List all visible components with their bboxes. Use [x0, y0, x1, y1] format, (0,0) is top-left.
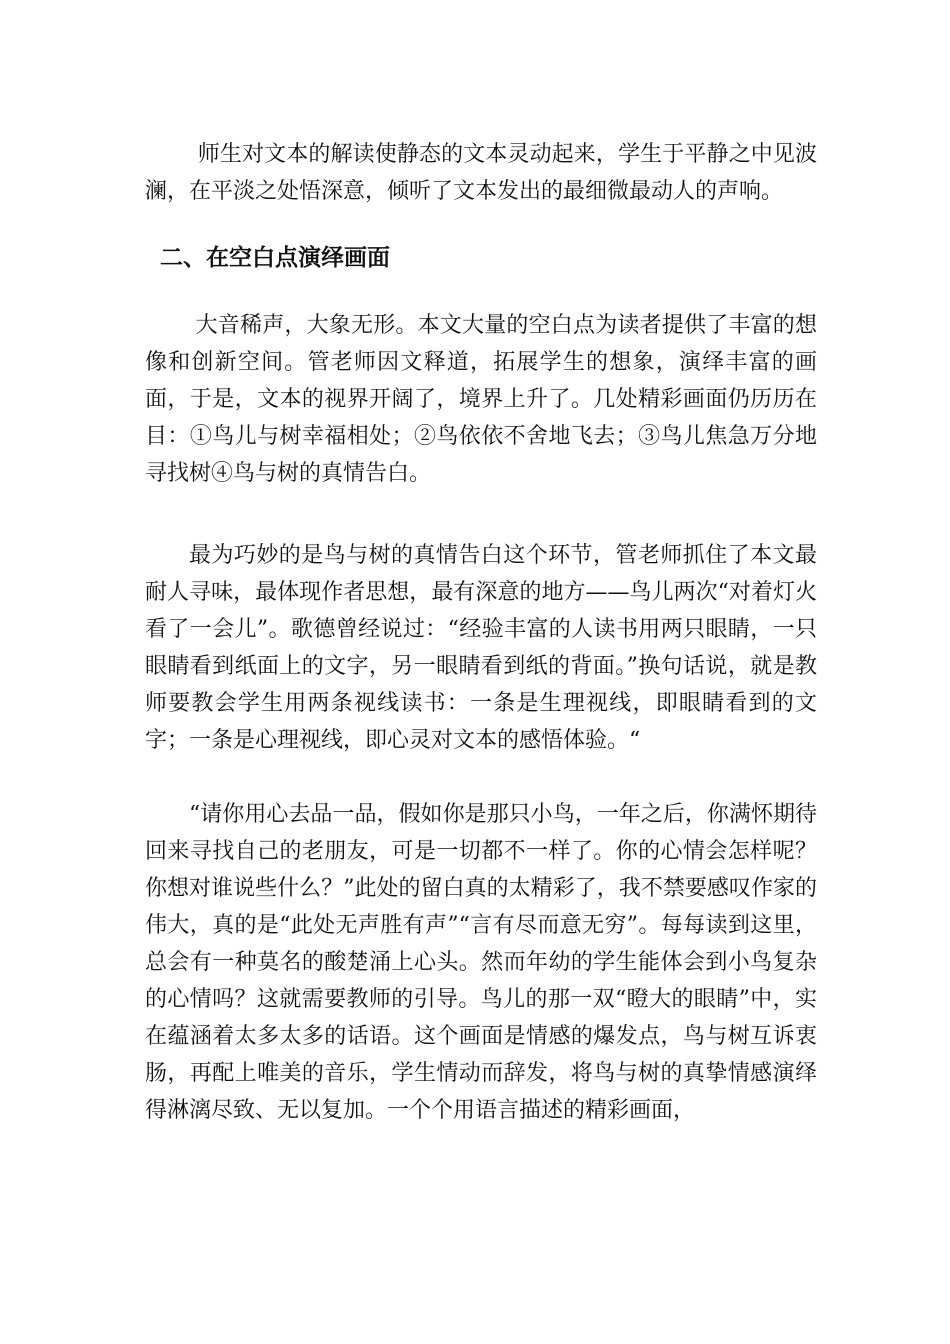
- paragraph-3: 最为巧妙的是鸟与树的真情告白这个环节，管老师抓住了本文最耐人寻味，最体现作者思想，最有深意的地方——鸟儿两次“对着灯火看了一会儿”。歌德曾经说过：“经验丰富的人读书用两只眼睛，一只眼睛看到纸面上的文字，另一眼睛看到纸的背面。”换句话说，就是教师要教会学生用两条视线读书：一条是生理视线，即眼睛看到的文字；一条是心理视线，即心灵对文本的感悟体验。“: [145, 543, 817, 753]
- paragraph-4: “请你用心去品一品，假如你是那只小鸟，一年之后，你满怀期待回来寻找自己的老朋友，可是一切都不一样了。你的心情会怎样呢？你想对谁说些什么？”此处的留白真的太精彩了，我不禁要感叹作家的伟大，真的是“此处无声胜有声”“言有尽而意无穷”。每每读到这里，总会有一种莫名的酸楚涌上心头。然而年幼的学生能体会到小鸟复杂的心情吗？这就需要教师的引导。鸟儿的那一双“瞪大的眼睛”中，实在蕴涵着太多太多的话语。这个画面是情感的爆发点，鸟与树互诉衷肠，再配上唯美的音乐，学生情动而辞发，将鸟与树的真挚情感演绎得淋漓尽致、无以复加。一个个用语言描述的精彩画面，: [145, 802, 817, 1123]
- paragraph-2: 大音稀声，大象无形。本文大量的空白点为读者提供了丰富的想像和创新空间。管老师因文释道，拓展学生的想象，演绎丰富的画面，于是，文本的视界开阔了，境界上升了。几处精彩画面仍历历在目：①鸟儿与树幸福相处；②鸟依依不舍地飞去；③鸟儿焦急万分地寻找树④鸟与树的真情告白。: [145, 313, 817, 486]
- paragraph-1: 师生对文本的解读使静态的文本灵动起来，学生于平静之中见波澜，在平淡之处悟深意，倾听了文本发出的最细微最动人的声响。: [145, 142, 817, 204]
- section-heading: 二、在空白点演绎画面: [160, 245, 390, 271]
